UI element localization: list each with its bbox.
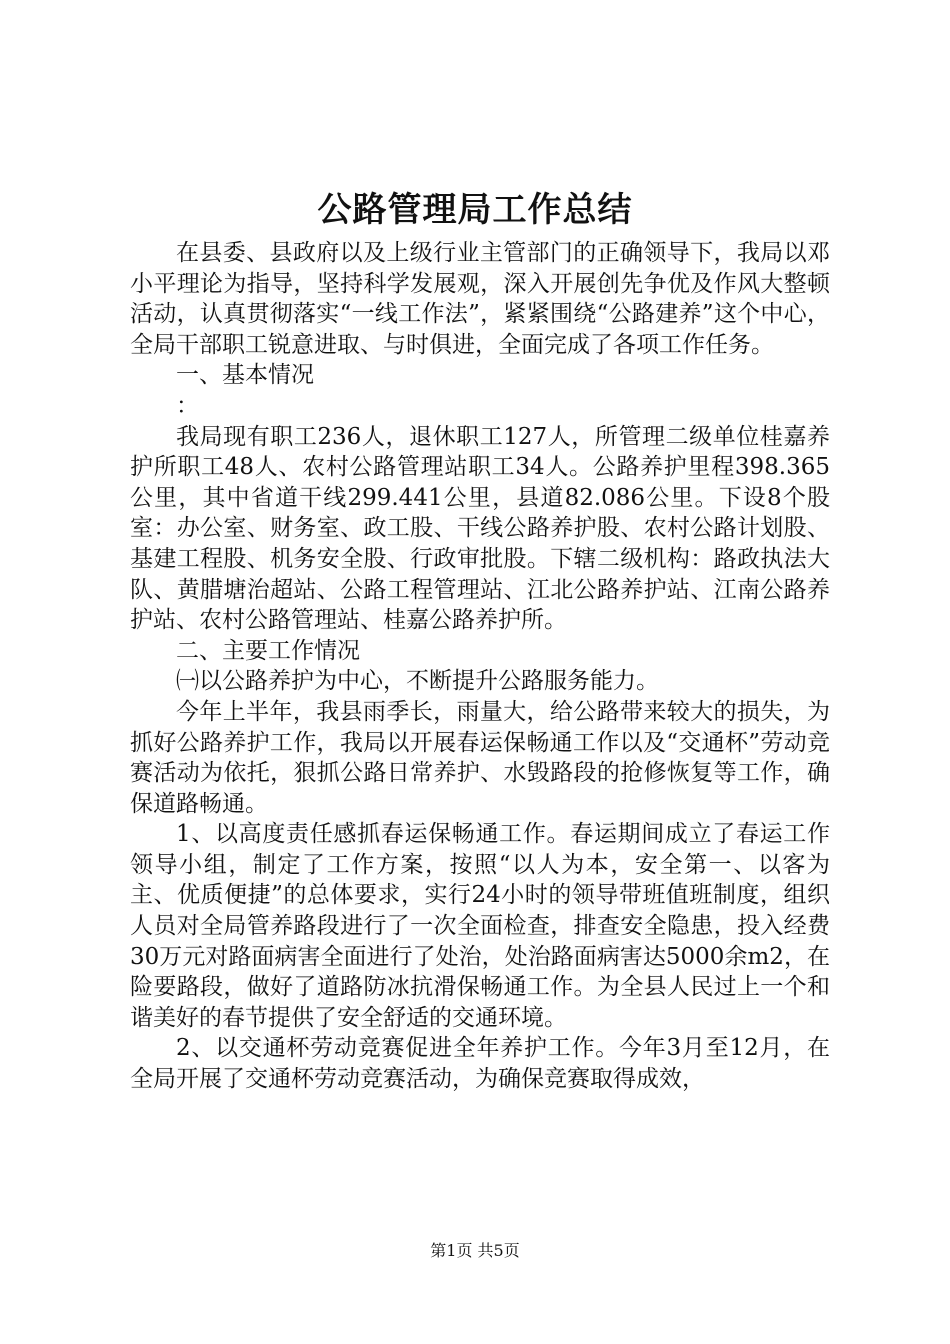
paragraph-competition: 2、以交通杯劳动竞赛促进全年养护工作。今年3月至12月，在全局开展了交通杯劳动竞赛活动，为确保竞赛取得成效， (130, 1035, 830, 1093)
section-heading-main-work: 二、主要工作情况 (176, 637, 360, 664)
page-footer: 第1页 共5页 (430, 1241, 520, 1260)
paragraph-spring-festival: 1、以高度责任感抓春运保畅通工作。春运期间成立了春运工作领导小组，制定了工作方案，按照“以人为本，安全第一、以客为主、优质便捷”的总体要求，实行24小时的领导带班值班制度，组织人员对全局管养路段进行了一次全面检查，排查安全隐患，投入经费30万元对路面病害全面进行了处治，处治路面病害达5000余m2，在险要路段，做好了道路防冰抗滑保畅通工作。为全县人民过上一个和谐美好的春节提供了安全舒适的交通环境。 (130, 821, 830, 1031)
paragraph-basic-info: 我局现有职工236人，退休职工127人，所管理二级单位桂嘉养护所职工48人、农村公路管理站职工34人。公路养护里程398.365公里，其中省道干线299.441公里，县道82.086公里。下设8个股室：办公室、财务室、政工股、干线公路养护股、农村公路计划股、基建工程股、机务安全股、行政审批股。下辖二级机构：路政执法大队、黄腊塘治超站、公路工程管理站、江北公路养护站、江南公路养护站、农村公路管理站、桂嘉公路养护所。 (130, 423, 830, 634)
subsection-heading-maintenance: ㈠以公路养护为中心，不断提升公路服务能力。 (176, 668, 659, 695)
paragraph-intro: 在县委、县政府以及上级行业主管部门的正确领导下，我局以邓小平理论为指导，坚持科学发展观，深入开展创先争优及作风大整顿活动，认真贯彻落实“一线工作法”，紧紧围绕“公路建养”这个中心，全局干部职工锐意进取、与时俱进，全面完成了各项工作任务。 (130, 240, 830, 358)
colon-line: ： (176, 392, 199, 419)
section-heading-basic: 一、基本情况 (176, 362, 314, 389)
document-body (130, 238, 830, 1095)
paragraph-first-half: 今年上半年，我县雨季长，雨量大，给公路带来较大的损失，为抓好公路养护工作，我局以开展春运保畅通工作以及“交通杯”劳动竞赛活动为依托，狠抓公路日常养护、水毁路段的抢修恢复等工作，确保道路畅通。 (130, 698, 830, 817)
document-title: 公路管理局工作总结 (317, 190, 633, 230)
